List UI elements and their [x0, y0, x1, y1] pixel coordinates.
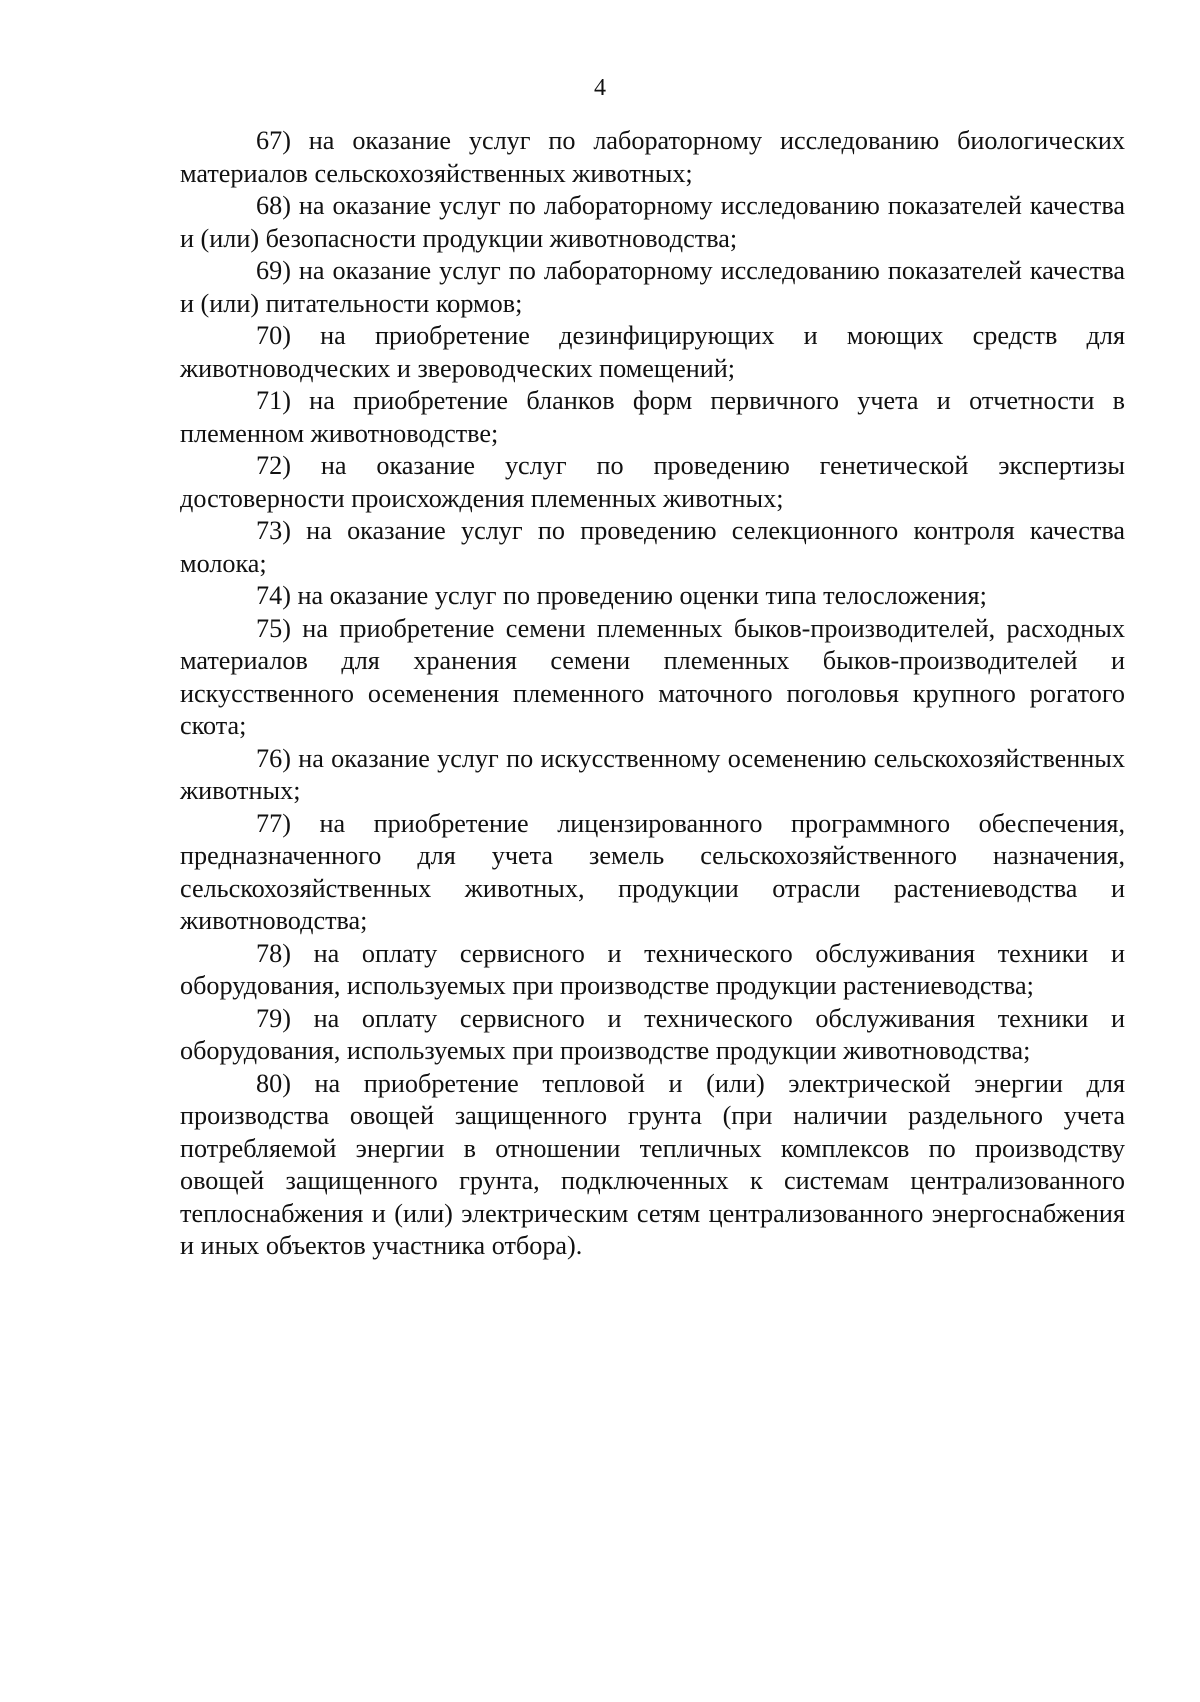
list-item-78: 78) на оплату сервисного и технического обслуживания техники и оборудования, используемых при производстве продукции растениеводства;: [180, 938, 1125, 1000]
list-item-75: 75) на приобретение семени племенных быков-производителей, расходных материалов для хранения семени племенных быков-производителей и искусственного осеменения племенного маточного поголовья крупного рогатого скота;: [180, 613, 1125, 740]
list-item-70: 70) на приобретение дезинфицирующих и моющих средств для животноводческих и звероводческих помещений;: [180, 321, 1125, 383]
list-item-72: 72) на оказание услуг по проведению генетической экспертизы достоверности происхождения племенных животных;: [180, 451, 1125, 513]
list-item-79: 79) на оплату сервисного и технического обслуживания техники и оборудования, используемых при производстве продукции животноводства;: [180, 1003, 1125, 1065]
list-item-73: 73) на оказание услуг по проведению селекционного контроля качества молока;: [180, 516, 1125, 578]
list-item-69: 69) на оказание услуг по лабораторному исследованию показателей качества и (или) питательности кормов;: [180, 256, 1125, 318]
list-item-71: 71) на приобретение бланков форм первичного учета и отчетности в племенном животноводстве;: [180, 386, 1125, 448]
page-number: 4: [594, 75, 606, 101]
list-item-77: 77) на приобретение лицензированного программного обеспечения, предназначенного для учета земель сельскохозяйственного назначения, сельскохозяйственных животных, продукции отрасли растениеводства и животноводства;: [180, 808, 1125, 935]
list-item-74: 74) на оказание услуг по проведению оценки типа телосложения;: [256, 581, 987, 610]
list-item-80: 80) на приобретение тепловой и (или) электрической энергии для производства овощей защищенного грунта (при наличии раздельного учета потребляемой энергии в отношении тепличных комплексов по производству овощей защищенного грунта, подключенных к системам централизованного теплоснабжения и (или) электрическим сетям централизованного энергоснабжения и иных объектов участника отбора).: [180, 1068, 1125, 1260]
list-item-68: 68) на оказание услуг по лабораторному исследованию показателей качества и (или) безопасности продукции животноводства;: [180, 191, 1125, 253]
list-item-67: 67) на оказание услуг по лабораторному исследованию биологических материалов сельскохозяйственных животных;: [180, 126, 1125, 188]
list-item-76: 76) на оказание услуг по искусственному осеменению сельскохозяйственных животных;: [180, 743, 1125, 805]
document-body: [180, 125, 1125, 1263]
